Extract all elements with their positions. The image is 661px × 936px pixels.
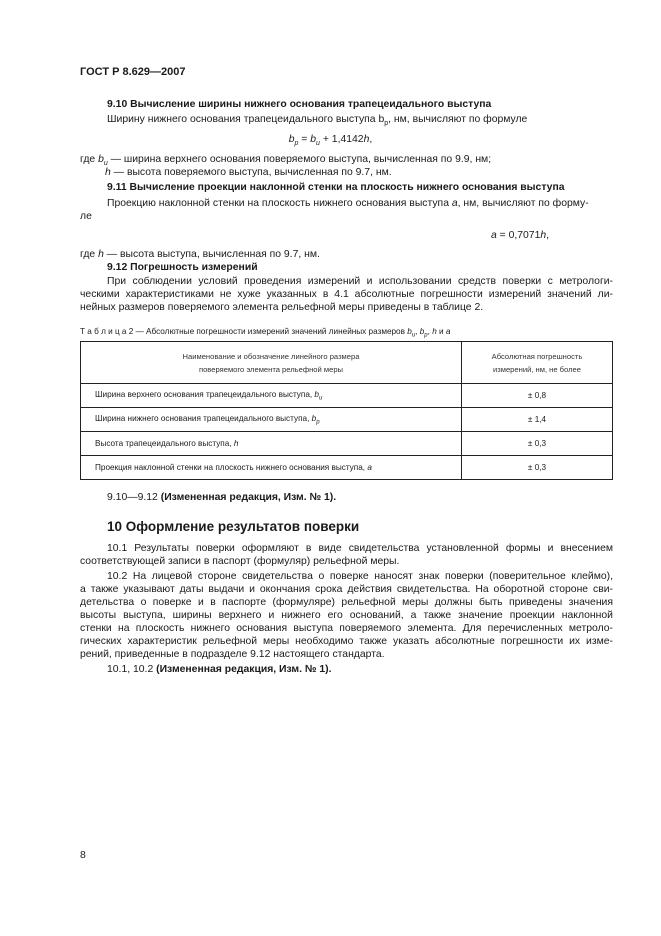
section-9-11-heading: 9.11 Вычисление проекции наклонной стенки на плоскость нижнего основания выступа [107,182,565,193]
amendment-note-1: 9.10—9.12 (Измененная редакция, Изм. № 1). [107,492,337,503]
measurement-error-table [80,341,613,480]
table-cell-value: ± 1,4 [462,408,613,432]
p10-1-line1: 10.1 Результаты поверки оформляют в виде свидетельства установленной формы и внесением [107,543,613,554]
p10-2-line7: рений, приведенные в подразделе 9.12 настоящего стандарта. [80,649,385,660]
formula-a: a = 0,7071h, [490,230,550,241]
section-9-11-line2: ле [80,211,92,222]
document-header: ГОСТ Р 8.629—2007 [80,66,186,78]
table-row [81,408,613,432]
p10-1-line2: соответствующей записи в паспорт (формуляр) рельефной меры. [80,556,400,567]
table-cell-name: Высота трапецеидального выступа, h [81,432,462,456]
table-cell-value: ± 0,8 [462,384,613,408]
section-9-11-line1: Проекцию наклонной стенки на плоскость нижнего основания выступа a, нм, вычисляют по форму- [107,198,589,209]
amendment-note-2: 10.1, 10.2 (Измененная редакция, Изм. № 1). [107,664,332,675]
p10-2-line5: стенки на плоскость нижнего основания выступа поверяемого элемента. Для перечисленных метроло- [80,623,613,634]
table-row [81,384,613,408]
section-9-10-intro: Ширину нижнего основания трапецеидального выступа $b_р$, нм, вычисляют по формуле [107,114,528,128]
p10-2-line4: высоты выступа, ширины верхнего и нижнего его оснований, а также значение проекции наклонной [80,610,613,621]
section-9-10-heading: 9.10 Вычисление ширины нижнего основания трапецеидального выступа [107,99,492,110]
table-row [81,456,613,480]
where-bi: где $b_и$ — ширина верхнего основания поверяемого выступа, вычисленная по 9.9, нм; [80,154,492,168]
p10-2-line2: а также указывают даты выдачи и окончания срока действия свидетельства. На оборотной стороне сви- [80,584,613,595]
table-cell-name: Ширина верхнего основания трапецеидального выступа, $b_и$ [81,384,462,408]
section-9-12-line3: нейных размеров поверяемого элемента рельефной меры приведены в таблице 2. [80,302,484,313]
p10-2-line6: гических характеристик рельефной меры необходимо также указать абсолютные погрешности их изме- [80,636,613,647]
table-caption: Т а б л и ц а 2 — Абсолютные погрешности измерений значений линейных размеров $b_и$, $b_р$, h и a [80,327,451,339]
section-9-12-line1: При соблюдении условий проведения измерений и использовании средств поверки с метрологи- [107,276,613,287]
where-h-2: где h — высота выступа, вычисленная по 9.7, нм. [80,249,320,260]
section-9-12-line2: ческими характеристиками не хуже указанных в 4.1 абсолютные погрешности измерений значений ли- [80,289,613,300]
table-cell-value: ± 0,3 [462,432,613,456]
section-9-12-heading: 9.12 Погрешность измерений [107,262,258,273]
page-number: 8 [80,850,86,861]
p10-2-line3: детельства о поверке и в паспорте (формуляре) рельефной меры должны быть приведены значения [80,597,613,608]
table-header-name: Наименование и обозначение линейного размера поверяемого элемента рельефной меры [81,342,462,384]
table-row [81,432,613,456]
section-10-heading: 10 Оформление результатов поверки [107,519,360,534]
table-cell-name: Ширина нижнего основания трапецеидального выступа, $b_р$ [81,408,462,432]
table-header-row [81,342,613,384]
table-cell-value: ± 0,3 [462,456,613,480]
p10-2-line1: 10.2 На лицевой стороне свидетельства о поверке наносят знак поверки (поверительное клеймо), [107,571,613,582]
table-header-error: Абсолютная погрешность измерений, нм, не более [462,342,613,384]
where-h: h — высота поверяемого выступа, вычисленная по 9.7, нм. [105,167,392,178]
formula-bp: $b_р = b_и + 1,4142h$, [288,134,373,148]
table-cell-name: Проекция наклонной стенки на плоскость нижнего основания выступа, a [81,456,462,480]
